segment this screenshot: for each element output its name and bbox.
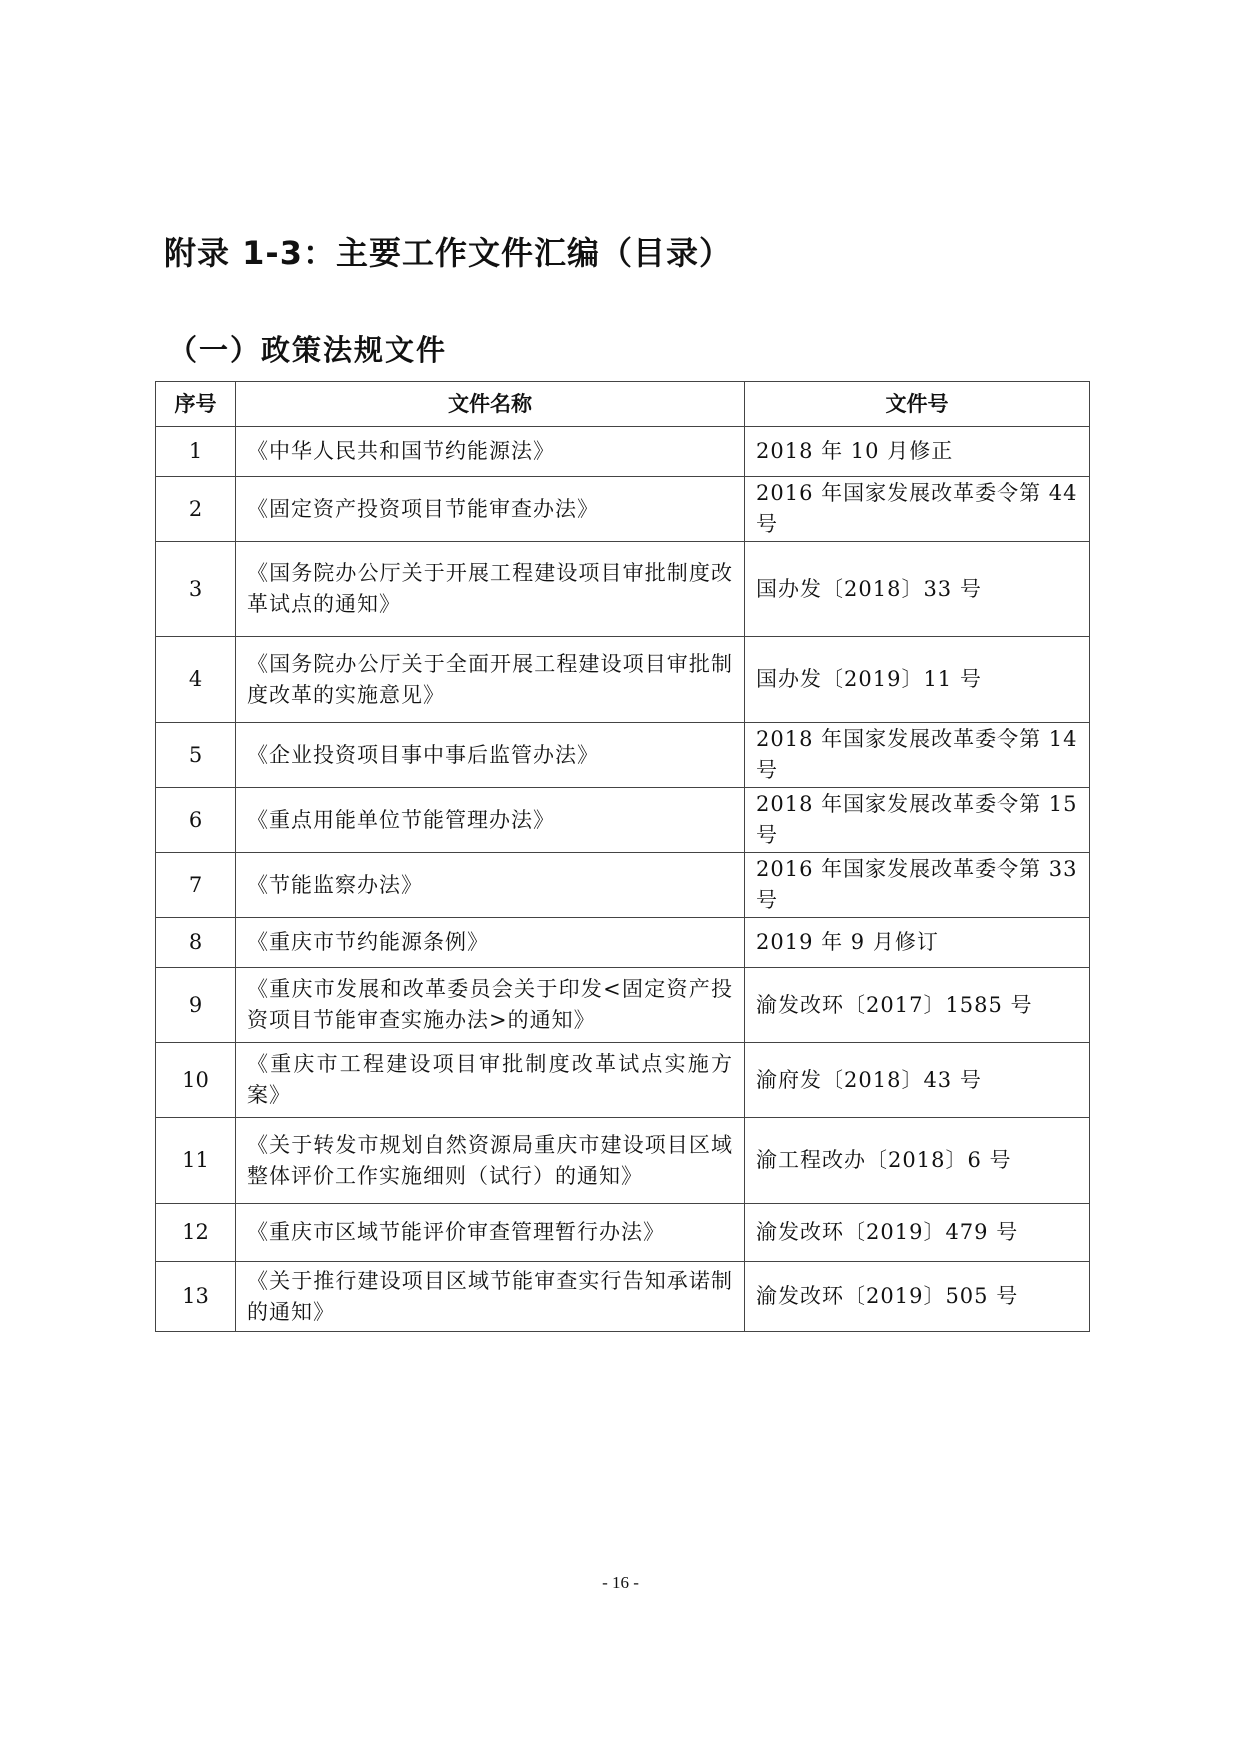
row-number: 2016 年国家发展改革委令第 33 号 bbox=[745, 853, 1090, 918]
header-no: 序号 bbox=[156, 382, 236, 427]
row-number: 2016 年国家发展改革委令第 44 号 bbox=[745, 477, 1090, 542]
table-row bbox=[156, 1118, 1090, 1204]
table-row bbox=[156, 427, 1090, 477]
table-row bbox=[156, 637, 1090, 723]
row-number: 渝府发〔2018〕43 号 bbox=[745, 1043, 1090, 1118]
row-name: 《重点用能单位节能管理办法》 bbox=[236, 788, 745, 853]
row-no: 12 bbox=[156, 1204, 236, 1262]
header-number: 文件号 bbox=[745, 382, 1090, 427]
row-name: 《国务院办公厅关于全面开展工程建设项目审批制度改革的实施意见》 bbox=[236, 637, 745, 723]
row-name: 《国务院办公厅关于开展工程建设项目审批制度改革试点的通知》 bbox=[236, 542, 745, 637]
row-number: 2018 年国家发展改革委令第 14 号 bbox=[745, 723, 1090, 788]
row-number: 2018 年国家发展改革委令第 15 号 bbox=[745, 788, 1090, 853]
row-number: 国办发〔2018〕33 号 bbox=[745, 542, 1090, 637]
row-no: 4 bbox=[156, 637, 236, 723]
table-row bbox=[156, 723, 1090, 788]
section-heading: （一）政策法规文件 bbox=[168, 333, 448, 367]
row-no: 7 bbox=[156, 853, 236, 918]
row-no: 8 bbox=[156, 918, 236, 968]
row-no: 9 bbox=[156, 968, 236, 1043]
row-no: 11 bbox=[156, 1118, 236, 1204]
page-title: 附录 1-3：主要工作文件汇编（目录） bbox=[164, 234, 732, 272]
row-number: 国办发〔2019〕11 号 bbox=[745, 637, 1090, 723]
row-no: 13 bbox=[156, 1262, 236, 1332]
row-number: 渝工程改办〔2018〕6 号 bbox=[745, 1118, 1090, 1204]
table-row bbox=[156, 853, 1090, 918]
row-name: 《固定资产投资项目节能审查办法》 bbox=[236, 477, 745, 542]
table-row bbox=[156, 968, 1090, 1043]
row-no: 1 bbox=[156, 427, 236, 477]
table-row bbox=[156, 788, 1090, 853]
row-number: 2019 年 9 月修订 bbox=[745, 918, 1090, 968]
table-row bbox=[156, 1262, 1090, 1332]
header-name: 文件名称 bbox=[236, 382, 745, 427]
row-name: 《重庆市节约能源条例》 bbox=[236, 918, 745, 968]
row-name: 《重庆市区域节能评价审查管理暂行办法》 bbox=[236, 1204, 745, 1262]
row-number: 渝发改环〔2019〕479 号 bbox=[745, 1204, 1090, 1262]
table-row bbox=[156, 542, 1090, 637]
table-row bbox=[156, 1043, 1090, 1118]
row-no: 3 bbox=[156, 542, 236, 637]
document-list-table bbox=[155, 381, 1090, 1332]
row-name: 《中华人民共和国节约能源法》 bbox=[236, 427, 745, 477]
row-no: 5 bbox=[156, 723, 236, 788]
row-name: 《节能监察办法》 bbox=[236, 853, 745, 918]
row-no: 2 bbox=[156, 477, 236, 542]
row-name: 《重庆市发展和改革委员会关于印发<固定资产投资项目节能审查实施办法>的通知》 bbox=[236, 968, 745, 1043]
table-header-row bbox=[156, 382, 1090, 427]
row-no: 10 bbox=[156, 1043, 236, 1118]
row-name: 《重庆市工程建设项目审批制度改革试点实施方案》 bbox=[236, 1043, 745, 1118]
row-number: 2018 年 10 月修正 bbox=[745, 427, 1090, 477]
table-row bbox=[156, 477, 1090, 542]
row-name: 《关于转发市规划自然资源局重庆市建设项目区域整体评价工作实施细则（试行）的通知》 bbox=[236, 1118, 745, 1204]
table-row bbox=[156, 918, 1090, 968]
table-row bbox=[156, 1204, 1090, 1262]
page-number: - 16 - bbox=[602, 1573, 639, 1592]
row-number: 渝发改环〔2017〕1585 号 bbox=[745, 968, 1090, 1043]
row-name: 《关于推行建设项目区域节能审查实行告知承诺制的通知》 bbox=[236, 1262, 745, 1332]
row-name: 《企业投资项目事中事后监管办法》 bbox=[236, 723, 745, 788]
row-number: 渝发改环〔2019〕505 号 bbox=[745, 1262, 1090, 1332]
row-no: 6 bbox=[156, 788, 236, 853]
